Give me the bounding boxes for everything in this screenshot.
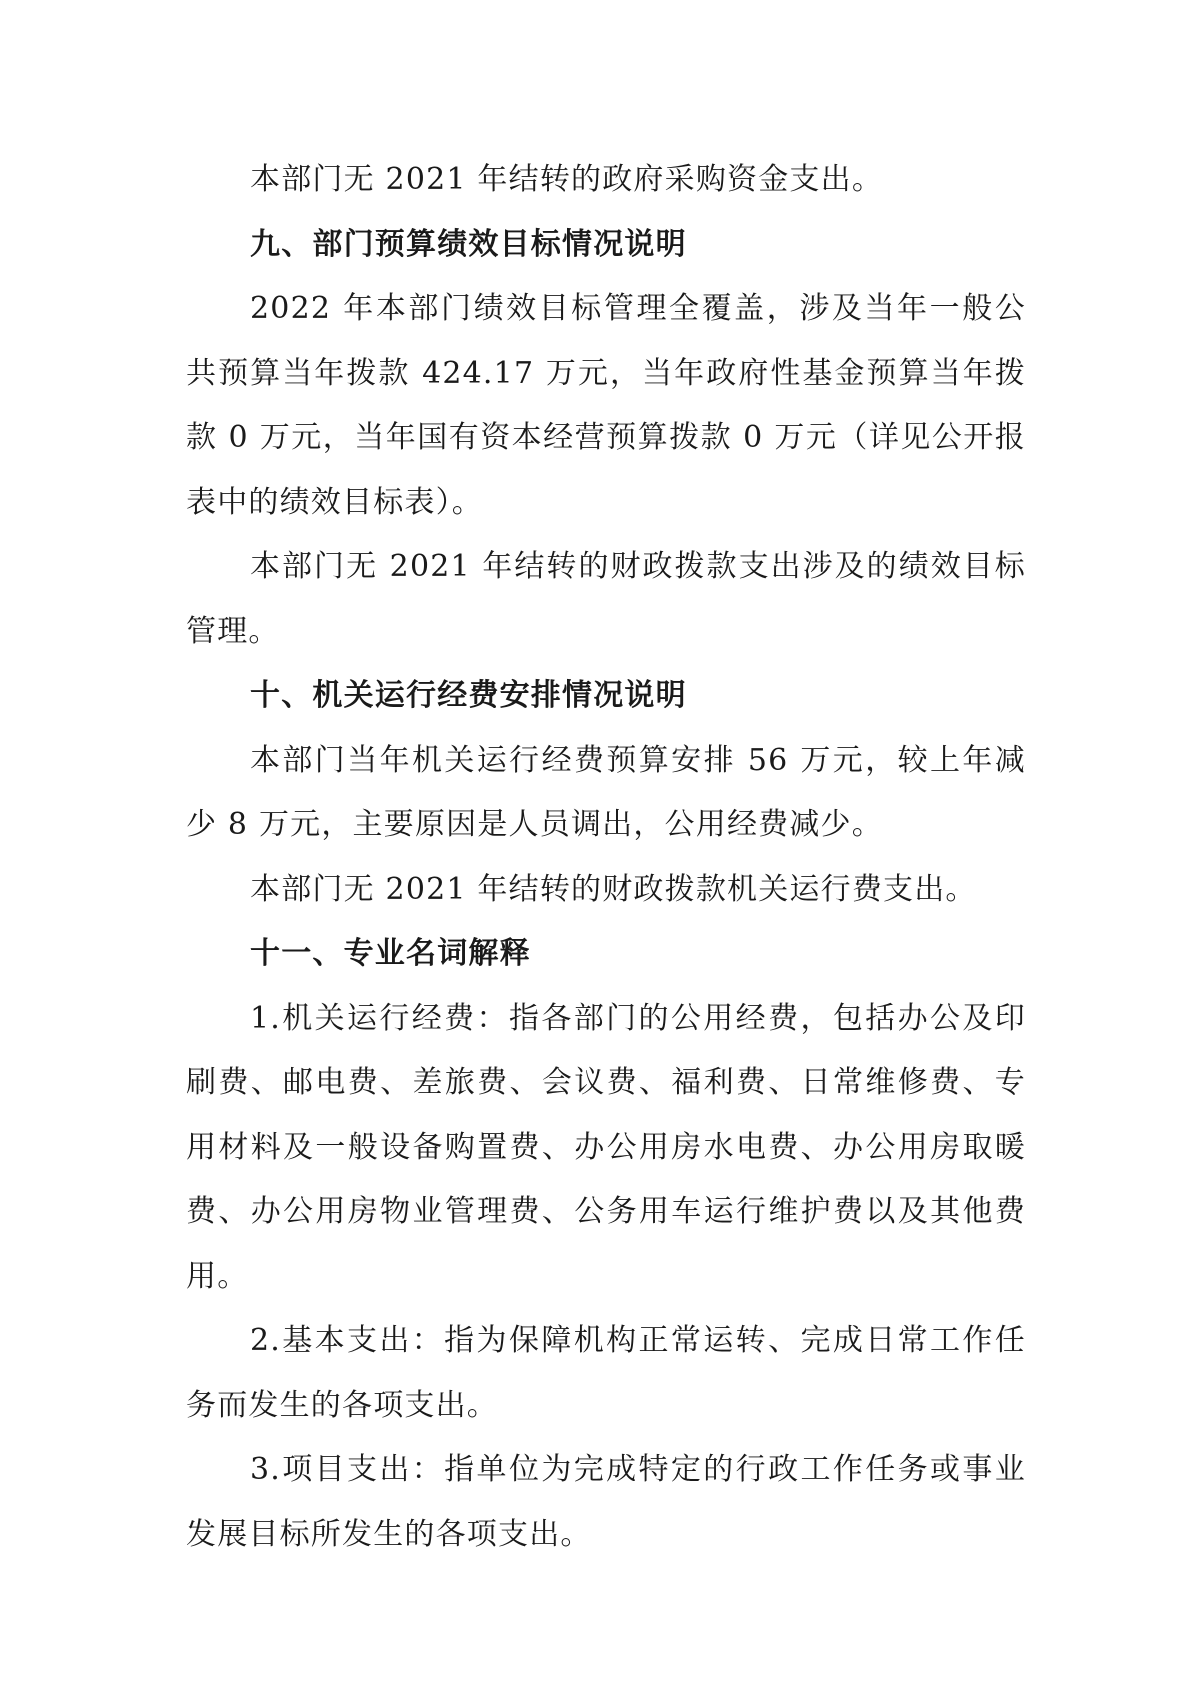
- paragraph-operating-budget: 本部门当年机关运行经费预算安排 56 万元，较上年减少 8 万元，主要原因是人员调出，公用经费减少。: [186, 742, 1026, 842]
- glossary-item-project-expenditure: 3.项目支出：指单位为完成特定的行政工作任务或事业发展目标所发生的各项支出。: [186, 1452, 1026, 1552]
- document-body: [186, 148, 1026, 1567]
- section-heading-operating-expenses: 十、机关运行经费安排情况说明: [250, 678, 687, 713]
- paragraph-performance-coverage: 2022 年本部门绩效目标管理全覆盖，涉及当年一般公共预算当年拨款 424.17 万元，当年政府性基金预算当年拨款 0 万元，当年国有资本经营预算拨款 0 万元（详见公开报表中的绩效目标表）。: [186, 291, 1026, 520]
- paragraph-procurement-carryover: 本部门无 2021 年结转的政府采购资金支出。: [250, 162, 884, 197]
- paragraph-operating-carryover: 本部门无 2021 年结转的财政拨款机关运行费支出。: [250, 871, 977, 907]
- glossary-item-basic-expenditure: 2.基本支出：指为保障机构正常运转、完成日常工作任务而发生的各项支出。: [186, 1323, 1026, 1423]
- glossary-item-operating-expenses: 1.机关运行经费：指各部门的公用经费，包括办公及印刷费、邮电费、差旅费、会议费、福利费、日常维修费、专用材料及一般设备购置费、办公用房水电费、办公用房取暖费、办公用房物业管理费、公务用车运行维护费以及其他费用。: [186, 1000, 1026, 1294]
- section-heading-glossary: 十一、专业名词解释: [250, 936, 531, 971]
- paragraph-performance-carryover: 本部门无 2021 年结转的财政拨款支出涉及的绩效目标管理。: [186, 549, 1026, 649]
- section-heading-performance-goals: 九、部门预算绩效目标情况说明: [250, 226, 687, 262]
